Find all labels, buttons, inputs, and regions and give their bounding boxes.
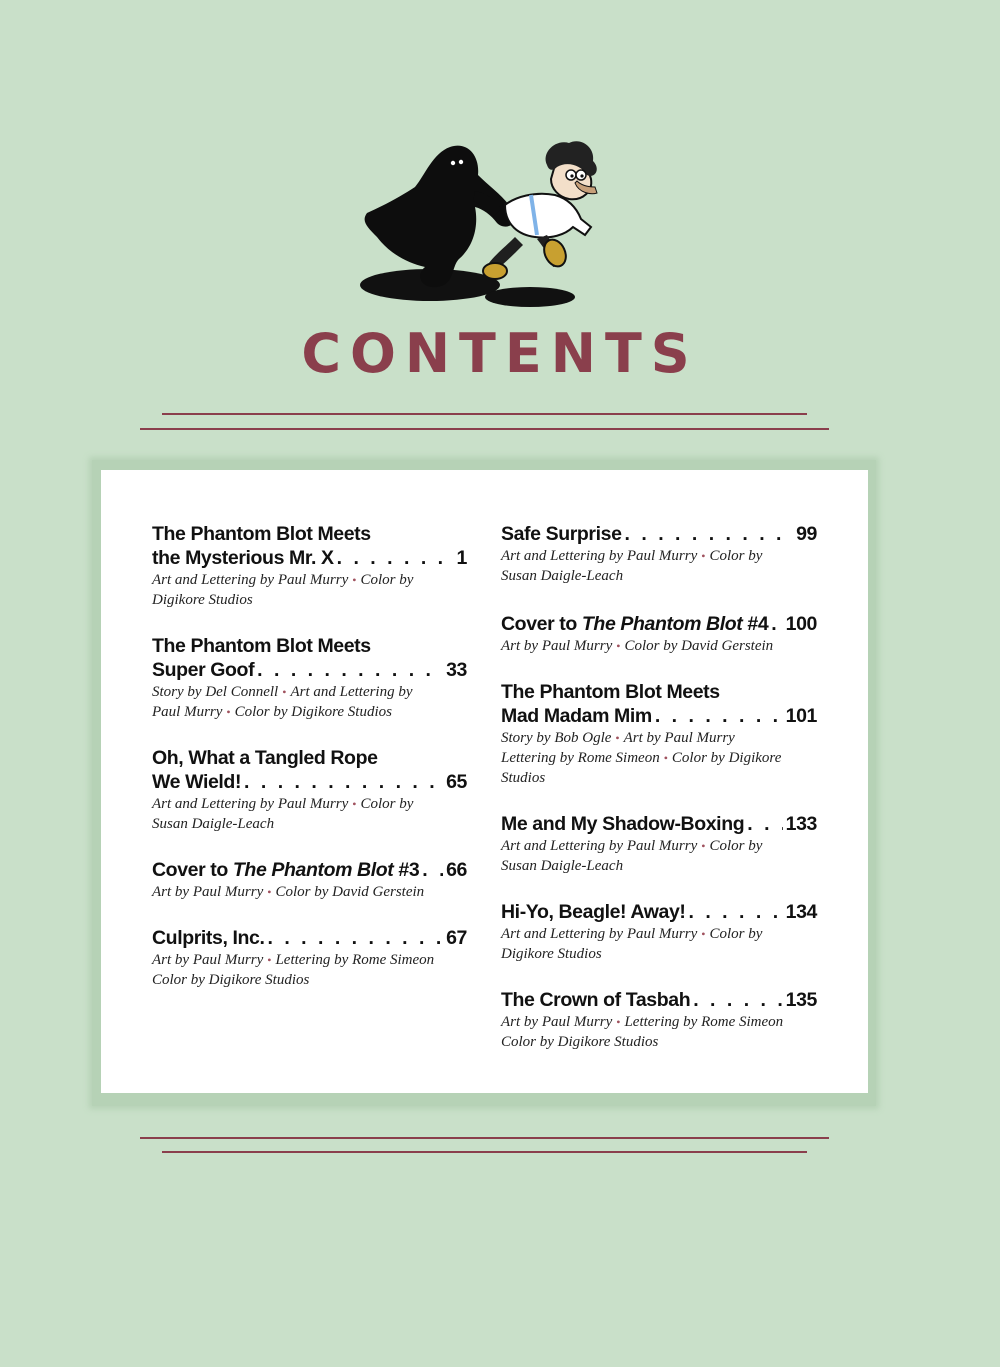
page-number: 66 [446, 859, 467, 881]
entry-title [501, 704, 652, 728]
credit-text: Studios [501, 770, 546, 786]
leader-dots [257, 658, 443, 682]
bottom-rule-short [162, 1151, 807, 1153]
leader-dots [771, 612, 782, 636]
bullet-separator: • [352, 573, 357, 587]
entry-title-text: Hi-Yo, Beagle! Away! [501, 901, 686, 923]
entry-credits-line [501, 636, 817, 656]
leader-dots [422, 858, 443, 882]
entry-title-line [152, 926, 467, 950]
entry-title-line [152, 858, 467, 882]
bullet-separator: • [701, 839, 706, 853]
page-number: 135 [785, 989, 817, 1011]
top-rule-long [140, 428, 829, 430]
credit-text: Story by Del Connell [152, 684, 279, 700]
entry-title-suffix: #4 [742, 613, 769, 635]
entry-title [501, 522, 622, 546]
entry-title [501, 988, 690, 1012]
entry-title-line [501, 522, 817, 546]
entry-credits-line [152, 970, 467, 990]
entry-credits-line [152, 570, 467, 590]
entry-title-suffix: #3 [393, 859, 420, 881]
page-number: 65 [446, 771, 467, 793]
top-rule-short [162, 413, 807, 415]
entry-title [152, 858, 419, 882]
entry-credits-line [501, 836, 817, 856]
credit-text: Susan Daigle-Leach [501, 858, 624, 874]
bullet-separator: • [267, 885, 272, 899]
entry-title [152, 658, 254, 682]
entry-credits-line [501, 1032, 817, 1052]
page-number: 134 [785, 901, 817, 923]
entry-title-line [152, 746, 467, 770]
entry-title-line [152, 770, 467, 794]
page-number: 133 [785, 813, 817, 835]
entry-title-italic: The Phantom Blot [232, 859, 394, 881]
toc-entry[interactable] [501, 900, 817, 964]
entry-title-line [152, 658, 467, 682]
credit-text: Lettering by Rome Simeon [275, 952, 435, 968]
credit-text: Art by Paul Murry [152, 884, 264, 900]
entry-title-line [152, 546, 467, 570]
toc-entry[interactable] [501, 812, 817, 876]
entry-title-text: The Crown of Tasbah [501, 989, 691, 1011]
entry-title-text: Me and My Shadow-Boxing [501, 813, 745, 835]
leader-dots [689, 900, 783, 924]
credit-text: Art by Paul Murry [501, 1014, 613, 1030]
page-title: CONTENTS [301, 322, 699, 385]
entry-title-text: Culprits, Inc. [152, 927, 265, 949]
entry-title-line [152, 634, 467, 658]
credit-text: Susan Daigle-Leach [152, 816, 275, 832]
bullet-separator: • [615, 731, 620, 745]
entry-credits-line [501, 748, 817, 768]
leader-dots [655, 704, 783, 728]
credit-text: Color by [360, 572, 414, 588]
credit-text: Color by Digikore Studios [234, 704, 392, 720]
entry-title-line [152, 522, 467, 546]
entry-title [152, 770, 241, 794]
entry-title-line [501, 612, 817, 636]
leader-dots [747, 812, 782, 836]
entry-title-line [501, 680, 817, 704]
entry-credits-line [501, 546, 817, 566]
credit-text: Art and Lettering by Paul Murry [152, 572, 349, 588]
credit-text: Art by Paul Murry [152, 952, 264, 968]
entry-title-line [501, 988, 817, 1012]
entry-title-text: Cover to [152, 859, 233, 881]
entry-credits-line [501, 728, 817, 748]
credit-text: Lettering by Rome Simeon [624, 1014, 784, 1030]
toc-entry[interactable] [501, 988, 817, 1052]
toc-entry[interactable] [501, 612, 817, 656]
contents-right-column [501, 522, 817, 1052]
page-number: 67 [446, 927, 467, 949]
page-number: 1 [456, 547, 467, 569]
toc-entry[interactable] [152, 634, 467, 722]
credit-text: Art and Lettering by Paul Murry [152, 796, 349, 812]
credit-text: Color by [709, 548, 763, 564]
entry-credits-line [152, 950, 467, 970]
bullet-separator: • [701, 927, 706, 941]
contents-left-column [152, 522, 467, 990]
bullet-separator: • [701, 549, 706, 563]
bullet-separator: • [352, 797, 357, 811]
entry-title: Oh, What a Tangled Rope [152, 747, 378, 769]
credit-text: Color by Digikore Studios [152, 972, 310, 988]
bullet-separator: • [267, 953, 272, 967]
credit-text: Art by Paul Murry [623, 730, 735, 746]
bullet-separator: • [616, 639, 621, 653]
toc-entry[interactable] [501, 522, 817, 586]
entry-title-text: Cover to [501, 613, 582, 635]
credit-text: Color by David Gerstein [624, 638, 774, 654]
credit-text: Digikore Studios [501, 946, 602, 962]
credit-text: Art and Lettering by Paul Murry [501, 926, 698, 942]
entry-title [501, 612, 768, 636]
credit-text: Art and Lettering by [290, 684, 413, 700]
entry-title-text: Super Goof [152, 659, 255, 681]
bottom-rule-long [140, 1137, 829, 1139]
entry-title-text: We Wield! [152, 771, 242, 793]
entry-title [501, 812, 744, 836]
page-number: 99 [796, 523, 817, 545]
credit-text: Lettering by Rome Simeon [501, 750, 660, 766]
entry-credits-line [152, 590, 467, 610]
entry-credits-line [152, 814, 467, 834]
credit-text: Art and Lettering by Paul Murry [501, 838, 698, 854]
contents-panel [101, 470, 868, 1093]
credit-text: Color by Digikore [671, 750, 782, 766]
entry-title-line [501, 812, 817, 836]
bullet-separator: • [663, 751, 668, 765]
credit-text: Story by Bob Ogle [501, 730, 612, 746]
entry-title-line [501, 900, 817, 924]
entry-credits-line [501, 1012, 817, 1032]
entry-title: The Phantom Blot Meets [501, 681, 720, 703]
leader-dots [244, 770, 443, 794]
page-number: 100 [785, 613, 817, 635]
entry-credits-line [501, 566, 817, 586]
leader-dots [625, 522, 794, 546]
entry-title: The Phantom Blot Meets [152, 635, 371, 657]
credit-text: Susan Daigle-Leach [501, 568, 624, 584]
entry-title [501, 900, 686, 924]
entry-credits-line [152, 794, 467, 814]
credit-text: Color by Digikore Studios [501, 1034, 659, 1050]
credit-text: Digikore Studios [152, 592, 253, 608]
entry-credits-line [501, 944, 817, 964]
entry-title-italic: The Phantom Blot [581, 613, 743, 635]
credit-text: Paul Murry [152, 704, 223, 720]
toc-entry[interactable] [152, 746, 467, 834]
entry-credits-line [152, 882, 467, 902]
bullet-separator: • [616, 1015, 621, 1029]
entry-title [152, 546, 334, 570]
entry-credits-line [152, 682, 467, 702]
entry-credits-line [152, 702, 467, 722]
page-number: 101 [785, 705, 817, 727]
entry-credits-line [501, 768, 817, 788]
entry-credits-line [501, 924, 817, 944]
entry-title-text: Safe Surprise [501, 523, 622, 545]
entry-title-line [501, 704, 817, 728]
toc-entry[interactable] [152, 858, 467, 902]
credit-text: Color by [360, 796, 414, 812]
entry-credits-line [501, 856, 817, 876]
entry-title: The Phantom Blot Meets [152, 523, 371, 545]
toc-entry[interactable] [152, 522, 467, 610]
credit-text: Color by [709, 926, 763, 942]
toc-entry[interactable] [152, 926, 467, 990]
credit-text: Art and Lettering by Paul Murry [501, 548, 698, 564]
entry-title [152, 926, 265, 950]
entry-title-text: Mad Madam Mim [501, 705, 652, 727]
credit-text: Art by Paul Murry [501, 638, 613, 654]
toc-entry[interactable] [501, 680, 817, 788]
leader-dots [337, 546, 454, 570]
entry-title-text: the Mysterious Mr. X [152, 547, 334, 569]
bullet-separator: • [226, 705, 231, 719]
page-number: 33 [446, 659, 467, 681]
leader-dots [693, 988, 782, 1012]
phantom-blot-chasing-professor-illustration [355, 135, 615, 315]
credit-text: Color by David Gerstein [275, 884, 425, 900]
leader-dots [268, 926, 444, 950]
bullet-separator: • [282, 685, 287, 699]
credit-text: Color by [709, 838, 763, 854]
